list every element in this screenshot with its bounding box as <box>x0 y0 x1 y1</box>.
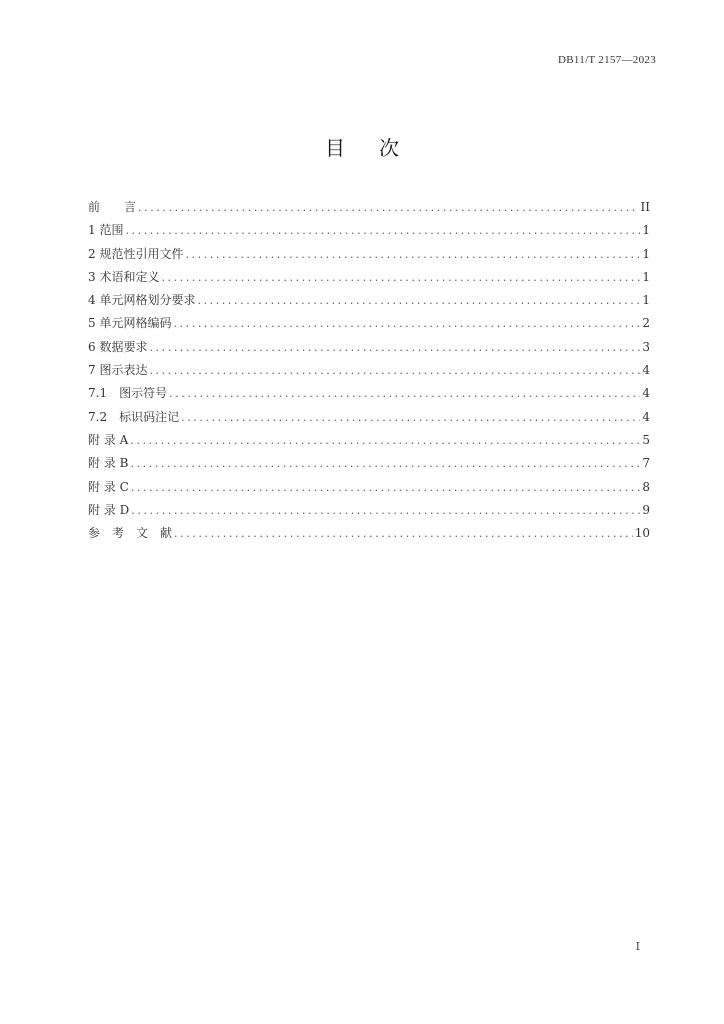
toc-entry-graphic-symbols[interactable] <box>88 384 650 407</box>
toc-leader-dots <box>130 434 640 447</box>
toc-entry-label: 附 录 A <box>88 432 129 447</box>
toc-leader-dots <box>181 411 640 424</box>
toc-entry-appendix-b[interactable] <box>88 454 650 477</box>
toc-entry-label: 参 考 文 献 <box>88 526 173 541</box>
toc-entry-foreword[interactable] <box>88 198 650 221</box>
toc-entry-page: 4 <box>642 409 650 424</box>
footer-page-number: I <box>635 940 640 953</box>
toc-entry-label: 前 言 <box>88 200 137 214</box>
toc-entry-terms[interactable] <box>88 268 650 291</box>
toc-leader-dots <box>125 224 640 237</box>
toc-leader-dots <box>130 457 640 470</box>
toc-entry-page: 7 <box>642 456 650 471</box>
toc-leader-dots <box>169 387 640 400</box>
toc-entry-scope[interactable] <box>88 221 650 244</box>
toc-entry-normative-references[interactable] <box>88 245 650 268</box>
toc-entry-page: 1 <box>642 223 650 238</box>
toc-entry-page: 2 <box>642 316 650 331</box>
toc-leader-dots <box>138 201 639 214</box>
toc-entry-label: 2 规范性引用文件 <box>88 246 184 261</box>
toc-entry-page: 1 <box>642 293 650 308</box>
toc-leader-dots <box>174 527 633 540</box>
toc-entry-label: 5 单元网格编码 <box>88 316 172 331</box>
toc-entry-label: 7.1 图示符号 <box>88 386 168 401</box>
toc-leader-dots <box>149 341 640 354</box>
toc-entry-label: 1 范围 <box>88 223 124 238</box>
toc-entry-page: 3 <box>642 339 650 354</box>
toc-entry-page: 4 <box>642 363 650 378</box>
toc-leader-dots <box>131 504 640 517</box>
toc-entry-label: 附 录 D <box>88 502 130 517</box>
toc-leader-dots <box>131 481 641 494</box>
standard-code: DB11/T 2157—2023 <box>558 54 656 66</box>
toc-entry-bibliography[interactable] <box>88 524 650 547</box>
toc-leader-dots <box>185 248 640 261</box>
toc-leader-dots <box>149 364 640 377</box>
toc-entry-label: 3 术语和定义 <box>88 269 160 284</box>
toc-leader-dots <box>161 271 640 284</box>
toc-entry-label: 附 录 C <box>88 479 129 494</box>
toc-entry-page: 10 <box>634 526 650 541</box>
toc-entry-data-requirements[interactable] <box>88 338 650 361</box>
toc-entry-label: 7.2 标识码注记 <box>88 409 180 424</box>
toc-entry-label: 6 数据要求 <box>88 339 148 354</box>
toc-entry-identification-code[interactable] <box>88 408 650 431</box>
toc-leader-dots <box>197 294 640 307</box>
toc-entry-label: 附 录 B <box>88 456 129 471</box>
toc-leader-dots <box>173 317 640 330</box>
toc-entry-appendix-c[interactable] <box>88 478 650 501</box>
toc-title <box>0 132 724 161</box>
toc-title-left: 目 <box>325 136 345 160</box>
toc-entry-label: 4 单元网格划分要求 <box>88 293 196 308</box>
toc-entry-page: 4 <box>642 386 650 401</box>
toc-entry-grid-coding[interactable] <box>88 314 650 337</box>
toc-entry-appendix-a[interactable] <box>88 431 650 454</box>
table-of-contents <box>88 198 650 547</box>
toc-entry-page: 1 <box>642 246 650 261</box>
toc-entry-page: 8 <box>642 479 650 494</box>
toc-entry-page: 9 <box>642 502 650 517</box>
toc-entry-page: 5 <box>642 432 650 447</box>
toc-entry-appendix-d[interactable] <box>88 501 650 524</box>
toc-entry-graphic-expression[interactable] <box>88 361 650 384</box>
toc-title-right: 次 <box>379 136 399 160</box>
toc-entry-label: 7 图示表达 <box>88 363 148 378</box>
toc-entry-page: II <box>640 200 650 214</box>
toc-entry-page: 1 <box>642 269 650 284</box>
toc-entry-grid-division[interactable] <box>88 291 650 314</box>
